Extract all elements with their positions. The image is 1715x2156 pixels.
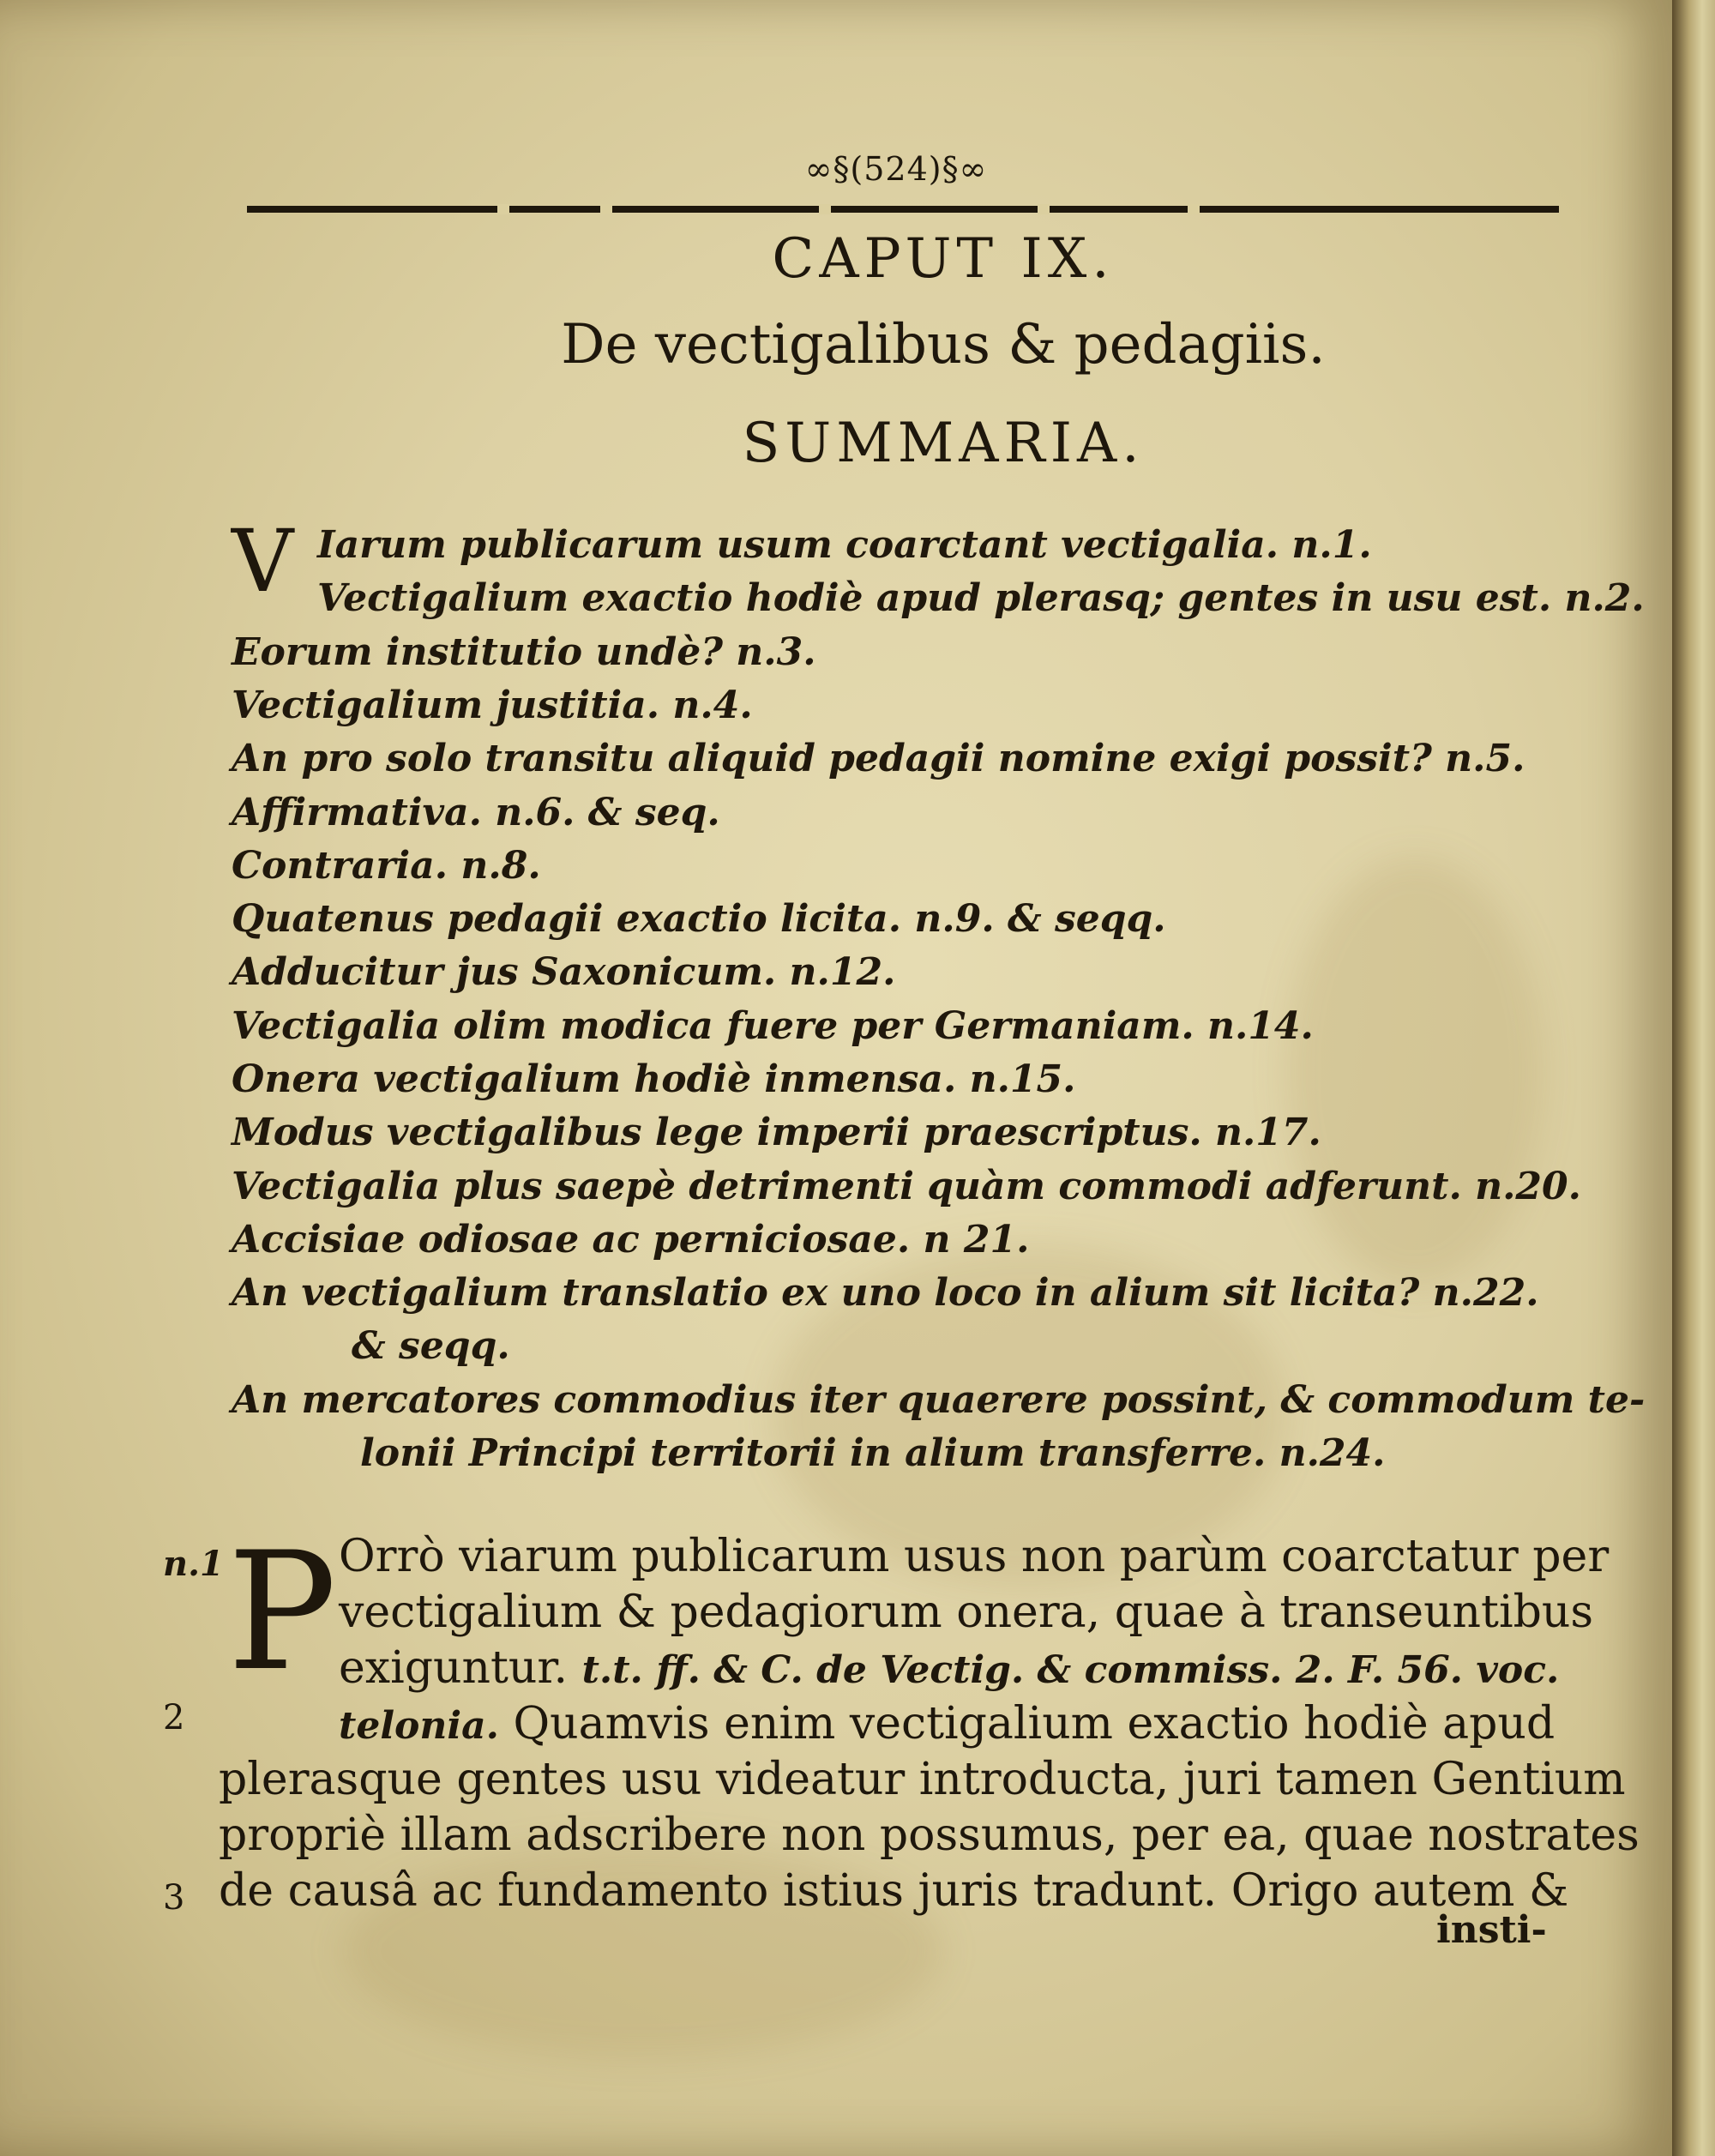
summary-line: An vectigalium translatio ex uno loco in alium sit licita? n.22. — [232, 1271, 1539, 1315]
summary-line: lonii Principi territorii in alium transferre. n.24. — [360, 1431, 1386, 1475]
summary-line: Adducitur jus Saxonicum. n.12. — [232, 950, 896, 994]
summary-line: An mercatores commodius iter quaerere possint, & commodum te- — [232, 1378, 1646, 1422]
book-gutter — [1672, 0, 1715, 2156]
legal-citation: telonia. — [339, 1704, 499, 1748]
margin-note: 2 — [163, 1698, 185, 1737]
page-number-header: ∞§(524)§∞ — [804, 150, 988, 188]
margin-note: n.1 — [163, 1544, 224, 1584]
summary-line: Modus vectigalibus lege imperii praescriptus. n.17. — [232, 1111, 1321, 1154]
summary-initial: V — [232, 511, 294, 611]
header-rule — [247, 206, 1559, 213]
rule-ornament — [497, 204, 509, 214]
summary-line: Accisiae odiosae ac perniciosae. n 21. — [232, 1218, 1030, 1262]
summary-line: Affirmativa. n.6. & seq. — [232, 791, 720, 834]
body-text-roman: exiguntur. — [339, 1642, 569, 1694]
summary-line: An pro solo transitu aliquid pedagii nomine exigi possit? n.5. — [232, 737, 1525, 780]
body-line: propriè illam adscribere non possumus, per ea, quae nostrates — [219, 1810, 1640, 1861]
summary-line: Vectigalium justitia. n.4. — [232, 684, 753, 727]
summary-line: Vectigalia plus saepè detrimenti quàm commodi adferunt. n.20. — [232, 1165, 1581, 1208]
body-line: vectigalium & pedagiorum onera, quae à transeuntibus — [339, 1587, 1594, 1638]
chapter-subtitle: De vectigalibus & pedagiis. — [561, 313, 1326, 376]
body-text-roman: Quamvis enim vectigalium exactio hodiè apud — [513, 1698, 1556, 1749]
catchword: insti- — [1436, 1908, 1547, 1952]
summary-line: & seqq. — [352, 1324, 510, 1368]
body-line — [339, 1642, 1559, 1694]
chapter-heading: CAPUT IX. — [772, 227, 1115, 291]
summary-line: Contraria. n.8. — [232, 844, 541, 888]
margin-note: 3 — [163, 1878, 185, 1918]
body-line: Orrò viarum publicarum usus non parùm coarctatur per — [339, 1531, 1610, 1582]
summary-line: Eorum institutio undè? n.3. — [232, 630, 816, 674]
summary-line: Onera vectigalium hodiè inmensa. n.15. — [232, 1057, 1076, 1101]
body-line: de causâ ac fundamento istius juris tradunt. Origo autem & — [219, 1865, 1569, 1917]
body-initial: P — [227, 1517, 337, 1707]
summaria-heading: SUMMARIA. — [742, 412, 1145, 475]
summary-line: Vectigalia olim modica fuere per Germaniam. n.14. — [232, 1004, 1314, 1048]
summary-line: Quatenus pedagii exactio licita. n.9. & seqq. — [232, 897, 1166, 941]
legal-citation: t.t. ff. & C. de Vectig. & commiss. 2. F. 56. voc. — [581, 1648, 1560, 1692]
summary-line: Iarum publicarum usum coarctant vectigalia. n.1. — [317, 523, 1372, 567]
body-line: plerasque gentes usu videatur introducta, juri tamen Gentium — [219, 1754, 1626, 1805]
body-line — [339, 1698, 1555, 1749]
summary-line: Vectigalium exactio hodiè apud plerasq; gentes in usu est. n.2. — [317, 576, 1645, 620]
